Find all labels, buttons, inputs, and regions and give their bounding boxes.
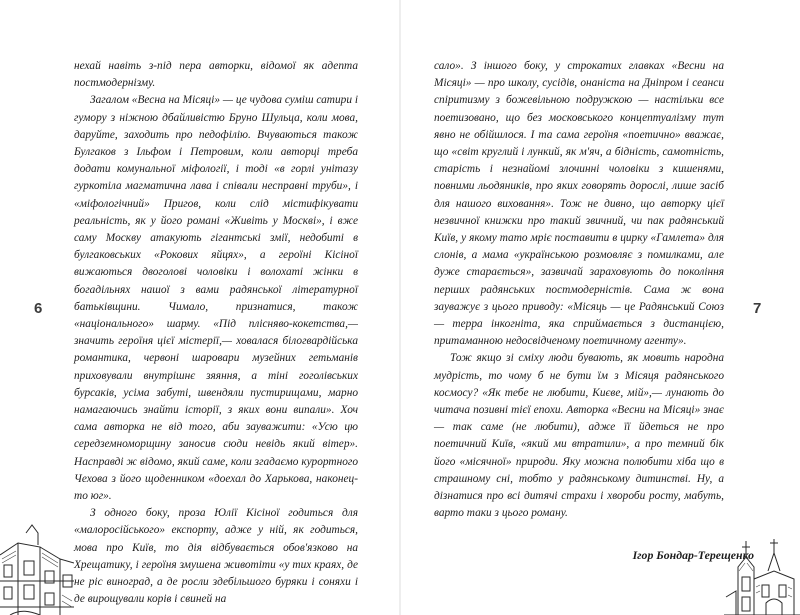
paragraph: Тож якщо зі сміху люди бувають, як мовить народна мудрість, то чому б не бути їм з Місяця радянського космосу? «Як тебе не любити, Києве, мій»,— лунають до читача позивні тієї епохи. Авторка «Весни на Місяці» знає — так саме (не любити), адже її йдеться не про поетичний Київ, «який ми втратили», а про темний бік його «місячної» природи. Яку можна полюбити хіба що в страшному сні, тобто у радянському дитинстві. Ну, а дізнатися про всі дитячі страхи і хвороби росту, мабуть, варто таки з цього роману.: [434, 352, 724, 520]
right-page-text: [434, 58, 724, 522]
paragraph: З одного боку, проза Юлії Кісіної годиться для «малоросійського» експорту, адже у ній, як годиться, мова про Київ, то дія відбувається обов'язково на Хрещатику, і героїня змушена животіти «у тих краях, де не ріс виноград, а де росли здебільшого буряки і соняхи і де вирощували корів і свиней на: [74, 507, 358, 606]
page-number: 7: [753, 300, 762, 317]
paragraph: Загалом «Весна на Місяці» — це чудова суміш сатири і гумору з ніжною дбайливістю Бруно Шульца, коли мова, даруйте, заходить про педофілію. Вчуваються також Булгаков з Ільфом і Петровим, коли авторці треба додати комунальної міфології, і тоді «в горлі унітазу гуркотіла магматична лава і співали несправні труби», і «міфологічний» Пригов, коли слід містифікувати реальність, як у його романі «Живіть у Москві», і вже саму Москву атакують гігантські змії, недобиті в булгаковських «Рокових яйцях», а героїні Кісіної вижаються двоголові чоловіки і волохаті жінки в богадільнях нашої з вами радянської літературної батьківщини. Чимало, признатися, також «національного» шарму. «Під плісняво-кокетства,— значить героїня цієї містерії,— ховалася білогвардійська романтика, червоні шаровари музейних гетьманів приховували внутрішнє зяяння, а тіні гоголівських бурсаків, усіма забуті, швендяли пустирищами, марно намагаючись знайти історії, з яких вони випали». Хоч сама авторка не від того, аби зауважити: «Усю цю середземноморщину заносив сюди невідь який вітер». Насправді ж відомо, який саме, коли згадаємо курортного Чехова з його щоденником «доехал до Харькова, наконец-то юг».: [74, 94, 358, 503]
paragraph: сало». З іншого боку, у строкатих главках «Весни на Місяці» — про школу, сусідів, онаніста на Дніпром і сеанси спіритизму з божевільною подружкою — настільки все поетизовано, що без московського концептуалізму тут явно не обійшлося. І та сама героїня «поетично» вважає, що «світ круглий і лункий, як м'яч, а бідність, самотність, старість і незнайомі злочинні чоловіки з кишенями, повними льодяників, про яких говорять дорослі, лише засіб для нашого виховання». Тож не дивно, що авторку цієї незвичної книжки про такий звичний, чи пак радянський Київ, у якому тато мріє поставити в цирку «Гамлета» для слонів, а мама «українською розмовляє з помилками, але дуже старається», зазвичай зараховують до покоління перших радянських постмодерністів. Сама ж вона зауважує з цього приводу: «Місяць — це Радянський Союз — терра інкогніта, яка сприймається з дистанцією, притаманною недосвідченому поетичному агенту».: [434, 60, 724, 348]
left-page-text: [74, 58, 358, 609]
right-page: [400, 0, 800, 615]
building-sketch-icon: [0, 515, 74, 615]
paragraph: нехай навіть з-під пера авторки, відомої як адепта постмодернізму.: [74, 60, 358, 90]
church-sketch-icon: [724, 527, 800, 615]
page-number: 6: [34, 300, 43, 317]
author-signature: Ігор Бондар-Терещенко: [632, 548, 754, 562]
